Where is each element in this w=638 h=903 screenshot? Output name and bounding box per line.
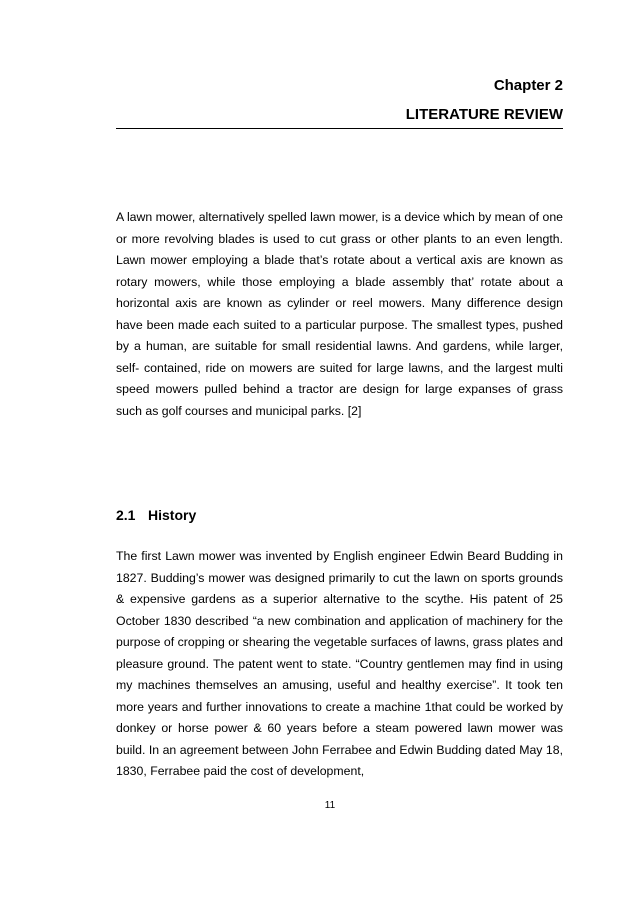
intro-paragraph: A lawn mower, alternatively spelled lawn mower, is a device which by mean of one or more revolving blades is used to cut grass or other plants to an even length. Lawn mower employing a blade that’s rotate about a vertical axis are known as rotary mowers, while those employing a blade assembly that’ rotate about a horizontal axis are known as cylinder or reel mowers. Many difference design have been made each suited to a particular purpose. The smallest types, pushed by a human, are suitable for small residential lawns. And gardens, while larger, self- contained, ride on mowers are suited for large lawns, and the largest multi speed mowers pulled behind a tractor are design for large expanses of grass such as golf courses and municipal parks. [2] — [116, 210, 564, 418]
history-paragraph: The first Lawn mower was invented by English engineer Edwin Beard Budding in 1827. Budding’s mower was designed primarily to cut the lawn on sports grounds & expensive gardens as a superior alternative to the scythe. His patent of 25 October 1830 described “a new combination and application of machinery for the purpose of cropping or shearing the vegetable surfaces of lawns, grass plates and pleasure ground. The patent went to state. “Country gentlemen may find in using my machines themselves an amusing, useful and healthy exercise”. It took ten more years and further innovations to create a machine 1that could be worked by donkey or horse power & 60 years before a steam powered lawn mower was build. In an agreement between John Ferrabee and Edwin Budding dated May 18, 1830, Ferrabee paid the cost of development, — [116, 549, 563, 778]
chapter-title: LITERATURE REVIEW — [405, 106, 563, 123]
section-title: History — [148, 507, 197, 523]
chapter-header — [116, 76, 563, 125]
chapter-divider — [116, 128, 563, 129]
page-number: 11 — [324, 800, 336, 811]
section-heading — [116, 505, 196, 525]
chapter-number: Chapter 2 — [493, 77, 563, 94]
section-number: 2.1 — [116, 507, 136, 523]
